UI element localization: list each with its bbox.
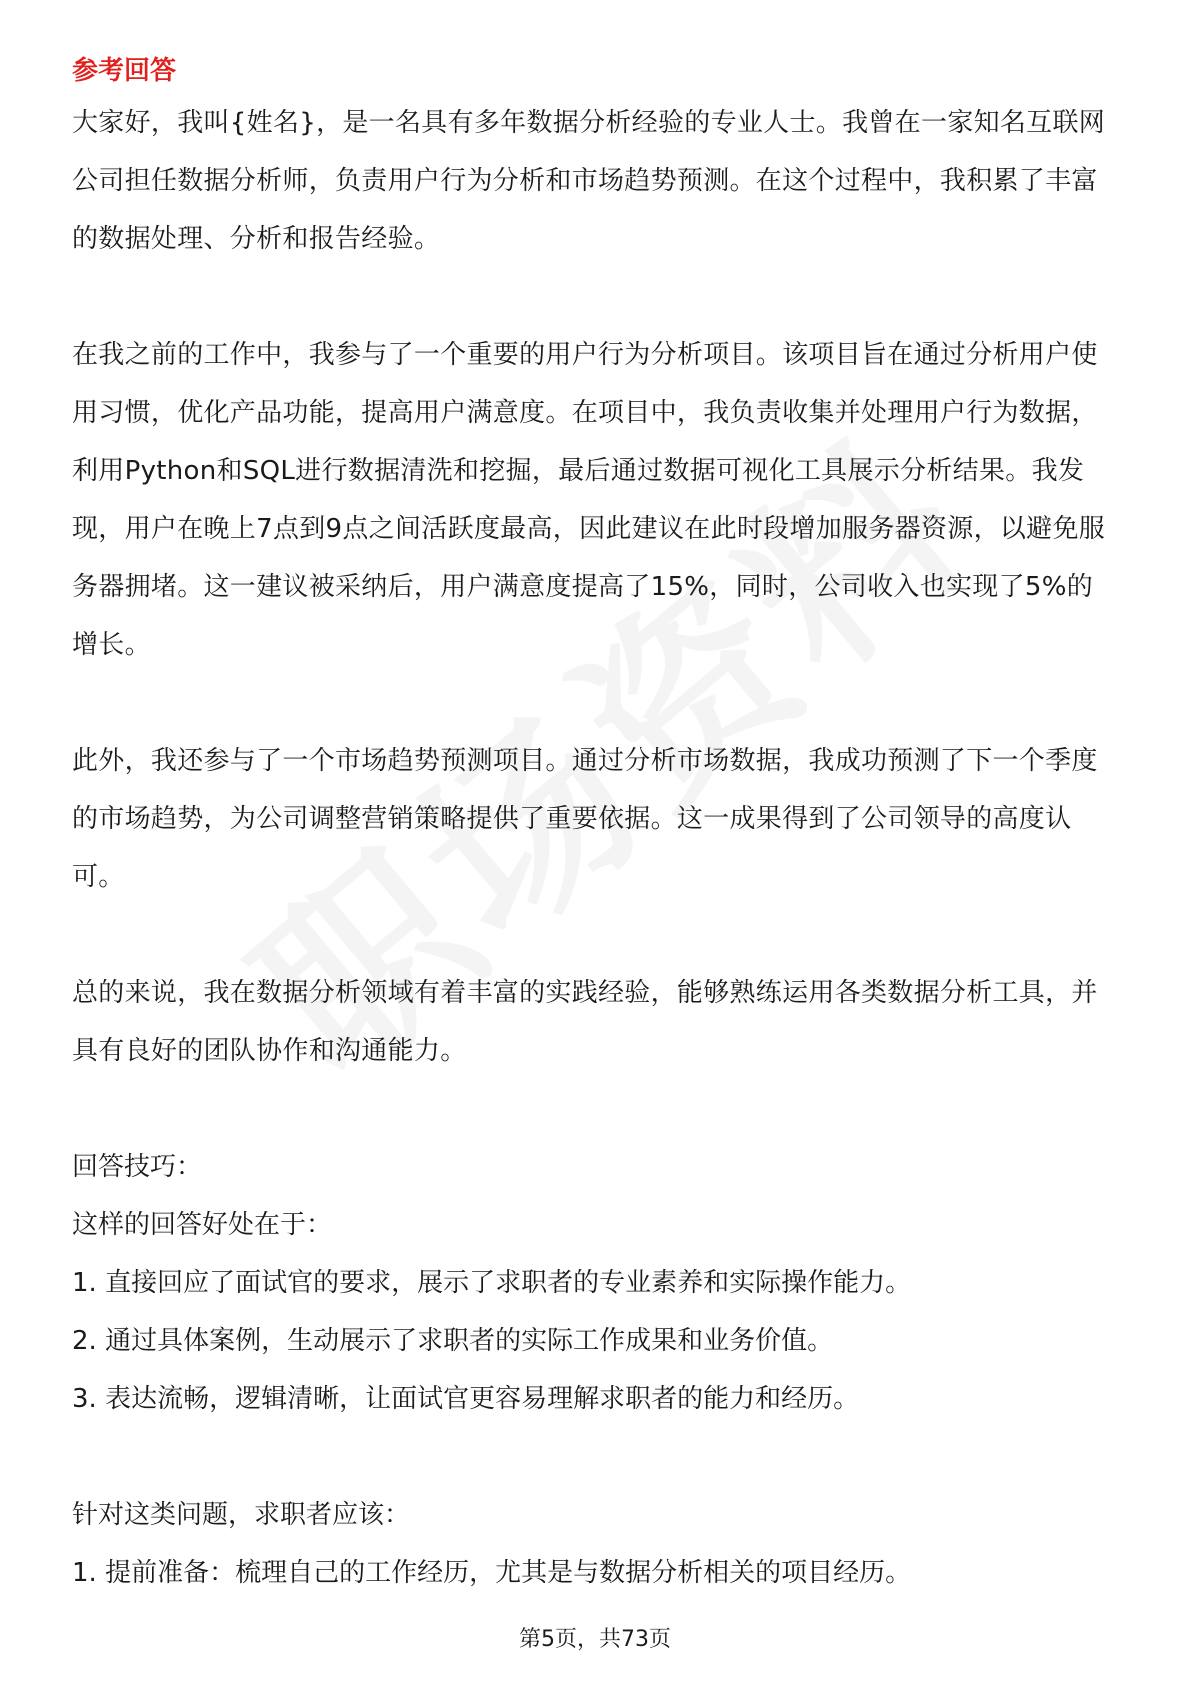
tips-item: 3. 表达流畅，逻辑清晰，让面试官更容易理解求职者的能力和经历。 [72, 1384, 860, 1414]
paragraph-gap [72, 268, 1118, 326]
project-paragraph-1: 在我之前的工作中，我参与了一个重要的用户行为分析项目。该项目旨在通过分析用户使用习惯，优化产品功能，提高用户满意度。在项目中，我负责收集并处理用户行为数据，利用Python和SQL进行数据清洗和挖掘，最后通过数据可视化工具展示分析结果。我发现，用户在晚上7点到9点之间活跃度最高，因此建议在此时段增加服务器资源，以避免服务器拥堵。这一建议被采纳后，用户满意度提高了15%，同时，公司收入也实现了5%的增长。 [72, 340, 1106, 660]
tips-item: 1. 直接回应了面试官的要求，展示了求职者的专业素养和实际操作能力。 [72, 1268, 912, 1298]
summary-paragraph: 总的来说，我在数据分析领域有着丰富的实践经验，能够熟练运用各类数据分析工具，并具有良好的团队协作和沟通能力。 [72, 978, 1098, 1066]
page-number: 第5页，共73页 [519, 1627, 671, 1652]
tips-intro: 这样的回答好处在于： [72, 1210, 333, 1240]
paragraph-gap [72, 906, 1118, 964]
paragraph-gap [72, 1428, 1118, 1486]
main-content [72, 48, 1118, 1602]
section-heading: 参考回答 [72, 56, 177, 86]
advice-item: 1. 提前准备：梳理自己的工作经历，尤其是与数据分析相关的项目经历。 [72, 1558, 912, 1588]
paragraph-gap [72, 674, 1118, 732]
tips-item: 2. 通过具体案例，生动展示了求职者的实际工作成果和业务价值。 [72, 1326, 834, 1356]
tips-title: 回答技巧： [72, 1152, 203, 1182]
project-paragraph-2: 此外，我还参与了一个市场趋势预测项目。通过分析市场数据，我成功预测了下一个季度的市场趋势，为公司调整营销策略提供了重要依据。这一成果得到了公司领导的高度认可。 [72, 746, 1098, 892]
advice-intro: 针对这类问题，求职者应该： [72, 1500, 411, 1530]
intro-paragraph: 大家好，我叫{姓名}，是一名具有多年数据分析经验的专业人士。我曾在一家知名互联网公司担任数据分析师，负责用户行为分析和市场趋势预测。在这个过程中，我积累了丰富的数据处理、分析和报告经验。 [72, 108, 1106, 254]
paragraph-gap [72, 1080, 1118, 1138]
